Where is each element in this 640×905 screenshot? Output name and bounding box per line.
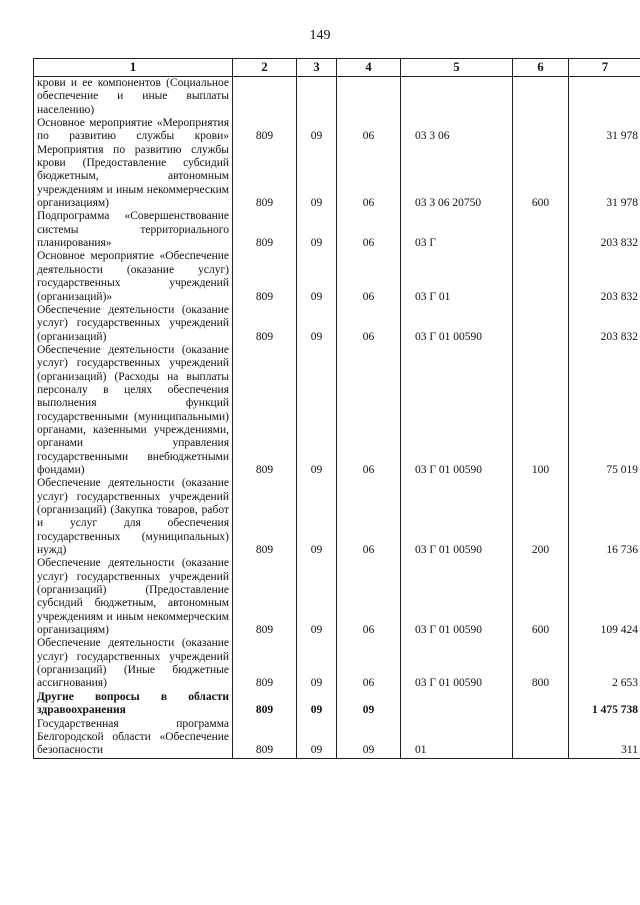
cell-pr: 06 (337, 557, 401, 637)
cell-vr: 600 (513, 557, 569, 637)
cell-name: Основное мероприятие «Обеспечение деятельности (оказание услуг) государственных учреждений (организаций)» (34, 250, 233, 303)
header-row (34, 59, 640, 77)
cell-rz: 09 (297, 304, 337, 344)
cell-csr: 03 Г 01 00590 (401, 637, 513, 690)
table-row (34, 691, 640, 718)
cell-ved: 809 (233, 477, 297, 557)
cell-name: Основное мероприятие «Мероприятия по развитию службы крови» (34, 117, 233, 144)
cell-vr (513, 117, 569, 144)
cell-vr (513, 718, 569, 759)
cell-name: крови и ее компонентов (Социальное обеспечение и иные выплаты населению) (34, 77, 233, 118)
cell-ved: 809 (233, 718, 297, 759)
cell-rz: 09 (297, 210, 337, 250)
cell-rz: 09 (297, 117, 337, 144)
cell-ved: 809 (233, 210, 297, 250)
cell-pr: 09 (337, 718, 401, 759)
table-row (34, 144, 640, 211)
page-number: 149 (309, 28, 331, 43)
cell-sum: 31 978 (569, 144, 640, 211)
cell-ved: 809 (233, 144, 297, 211)
table-row (34, 477, 640, 557)
cell-csr: 01 (401, 718, 513, 759)
cell-name: Другие вопросы в области здравоохранения (34, 691, 233, 718)
cell-pr: 06 (337, 304, 401, 344)
header-col-6: 6 (513, 59, 569, 77)
cell-name: Подпрограмма «Совершенствование системы территориального планирования» (34, 210, 233, 250)
cell-csr: 03 Г 01 00590 (401, 557, 513, 637)
cell-sum: 311 (569, 718, 640, 759)
cell-sum: 16 736 (569, 477, 640, 557)
cell-pr: 06 (337, 117, 401, 144)
cell-sum: 31 978 (569, 117, 640, 144)
cell-csr: 03 Г 01 00590 (401, 477, 513, 557)
cell-rz: 09 (297, 477, 337, 557)
cell-sum: 109 424 (569, 557, 640, 637)
cell-pr: 06 (337, 344, 401, 477)
cell-csr: 03 Г 01 (401, 250, 513, 303)
table-row (34, 77, 640, 118)
cell-rz: 09 (297, 557, 337, 637)
cell-vr: 800 (513, 637, 569, 690)
cell-name: Мероприятия по развитию службы крови (Предоставление субсидий бюджетным, автономным учреждениям и иным некоммерческим организациям) (34, 144, 233, 211)
cell-sum: 203 832 (569, 250, 640, 303)
cell-vr (513, 250, 569, 303)
cell-vr (513, 210, 569, 250)
cell-name: Обеспечение деятельности (оказание услуг) государственных учреждений (организаций) (Иные бюджетные ассигнования) (34, 637, 233, 690)
cell-rz: 09 (297, 144, 337, 211)
header-col-5: 5 (401, 59, 513, 77)
cell-sum: 1 475 738 (569, 691, 640, 718)
cell-csr (401, 77, 513, 118)
table-row (34, 117, 640, 144)
cell-pr: 06 (337, 144, 401, 211)
table-row (34, 304, 640, 344)
cell-ved: 809 (233, 304, 297, 344)
table-row (34, 557, 640, 637)
table-row (34, 210, 640, 250)
cell-pr: 06 (337, 210, 401, 250)
cell-ved: 809 (233, 117, 297, 144)
header-col-2: 2 (233, 59, 297, 77)
header-col-1: 1 (34, 59, 233, 77)
cell-rz: 09 (297, 250, 337, 303)
cell-csr: 03 Г 01 00590 (401, 304, 513, 344)
cell-name: Государственная программа Белгородской области «Обеспечение безопасности (34, 718, 233, 759)
cell-pr: 06 (337, 250, 401, 303)
cell-rz: 09 (297, 344, 337, 477)
cell-csr: 03 3 06 (401, 117, 513, 144)
table-row (34, 344, 640, 477)
cell-rz (297, 77, 337, 118)
cell-pr: 06 (337, 637, 401, 690)
cell-ved: 809 (233, 557, 297, 637)
cell-pr (337, 77, 401, 118)
cell-rz: 09 (297, 691, 337, 718)
cell-csr: 03 3 06 20750 (401, 144, 513, 211)
cell-name: Обеспечение деятельности (оказание услуг) государственных учреждений (организаций) (Предоставление субсидий бюджетным, автономным учреждениям и иным некоммерческим организациям) (34, 557, 233, 637)
cell-vr: 100 (513, 344, 569, 477)
cell-vr: 600 (513, 144, 569, 211)
cell-pr: 06 (337, 477, 401, 557)
cell-pr: 09 (337, 691, 401, 718)
cell-csr: 03 Г (401, 210, 513, 250)
cell-name: Обеспечение деятельности (оказание услуг) государственных учреждений (организаций) (Закупка товаров, работ и услуг для обеспечения государственных (муниципальных) нужд) (34, 477, 233, 557)
table-row (34, 718, 640, 759)
budget-table (33, 58, 640, 759)
cell-rz: 09 (297, 637, 337, 690)
cell-csr (401, 691, 513, 718)
cell-ved: 809 (233, 691, 297, 718)
cell-sum: 203 832 (569, 210, 640, 250)
cell-ved (233, 77, 297, 118)
cell-name: Обеспечение деятельности (оказание услуг) государственных учреждений (организаций) (34, 304, 233, 344)
cell-sum (569, 77, 640, 118)
cell-vr (513, 304, 569, 344)
cell-rz: 09 (297, 718, 337, 759)
cell-vr (513, 691, 569, 718)
cell-ved: 809 (233, 250, 297, 303)
table-row (34, 250, 640, 303)
table-row (34, 637, 640, 690)
table-body (34, 77, 640, 759)
cell-sum: 2 653 (569, 637, 640, 690)
header-col-3: 3 (297, 59, 337, 77)
cell-csr: 03 Г 01 00590 (401, 344, 513, 477)
cell-vr: 200 (513, 477, 569, 557)
cell-sum: 203 832 (569, 304, 640, 344)
cell-sum: 75 019 (569, 344, 640, 477)
cell-vr (513, 77, 569, 118)
header-col-7: 7 (569, 59, 640, 77)
header-col-4: 4 (337, 59, 401, 77)
cell-ved: 809 (233, 344, 297, 477)
cell-name: Обеспечение деятельности (оказание услуг) государственных учреждений (организаций) (Расходы на выплаты персоналу в целях обеспечения выполнения функций государственными (муниципальными) органами, казенными учреждениями, органами управления государственными внебюджетными фондами) (34, 344, 233, 477)
cell-ved: 809 (233, 637, 297, 690)
